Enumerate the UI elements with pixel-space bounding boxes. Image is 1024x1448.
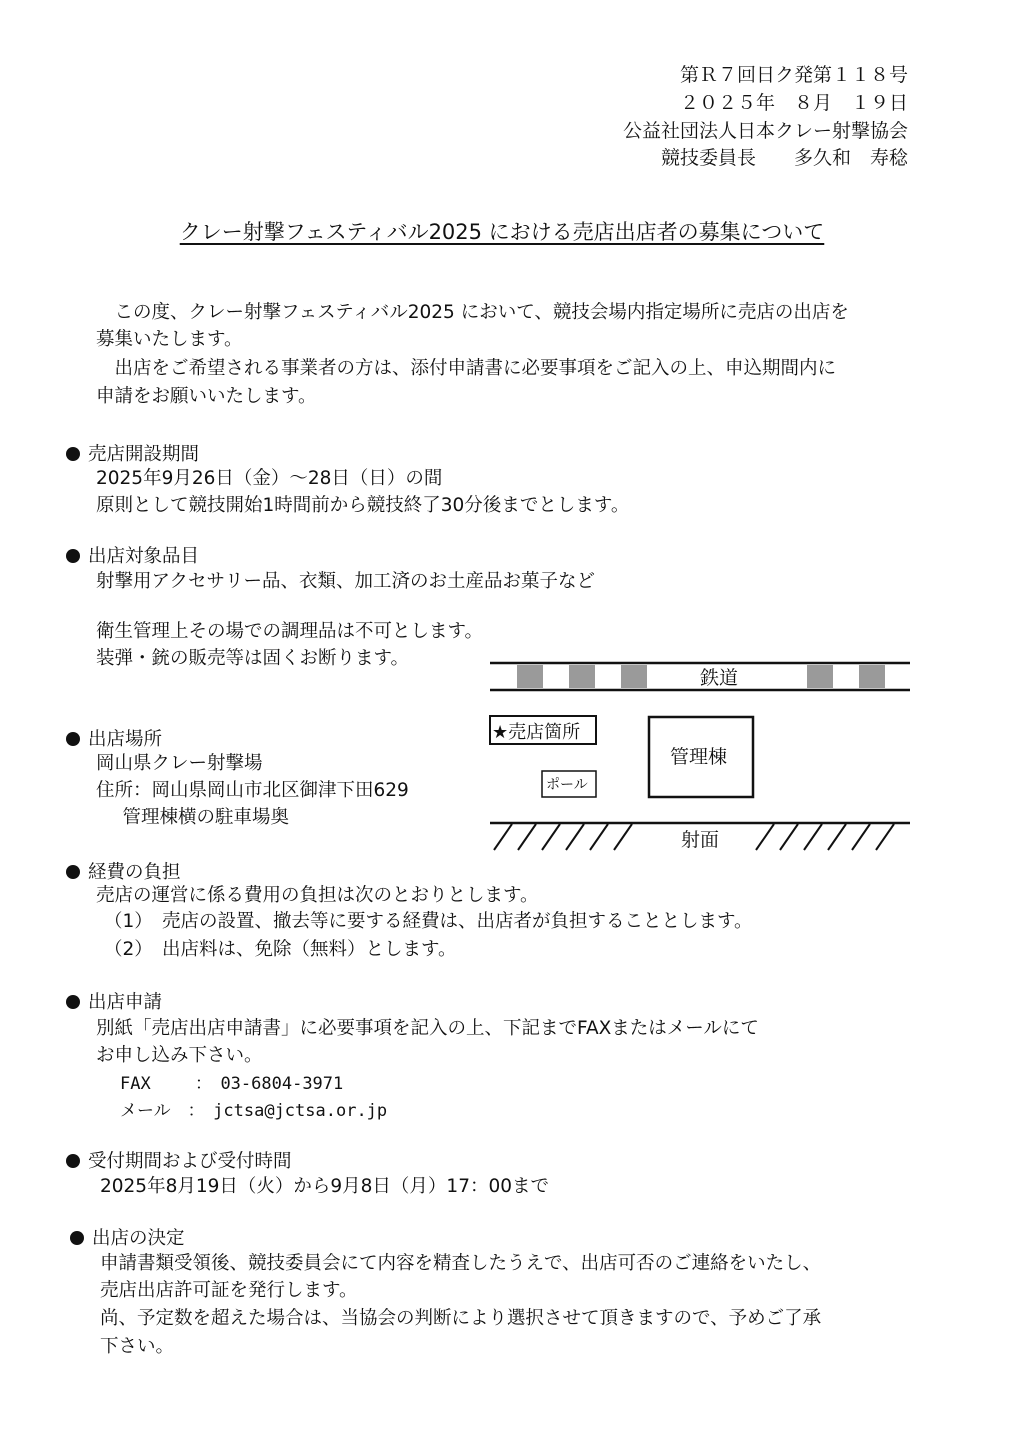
bullet-icon — [66, 865, 80, 879]
organization: 公益社団法人日本クレー射撃協会 — [622, 120, 908, 142]
location-line: 岡山県クレー射撃場 — [96, 753, 263, 774]
fax-number: FAX ： 03-6804-3971 — [120, 1074, 344, 1094]
section-heading-reception — [66, 1147, 292, 1173]
admin-building-label: 管理棟 — [670, 746, 728, 768]
bullet-icon — [66, 995, 80, 1009]
application-line: お申し込み下さい。 — [96, 1045, 263, 1066]
railway — [490, 663, 910, 690]
items-line: 射撃用アクセサリー品、衣類、加工済のお土産品お菓子など — [96, 571, 595, 592]
reception-line: 2025年8月19日（火）から9月8日（月）17：00まで — [100, 1176, 550, 1197]
heading-text: 売店開設期間 — [88, 444, 200, 465]
bullet-icon — [66, 549, 80, 563]
doc-number: 第Ｒ７回日ク発第１１８号 — [679, 64, 908, 86]
section-heading-location — [66, 725, 162, 751]
pole-label: ポール — [546, 777, 588, 793]
heading-text: 出店の決定 — [92, 1228, 185, 1249]
shop-location-label: ★売店箇所 — [492, 722, 581, 743]
cost-line: （2） 出店料は、免除（無料）とします。 — [104, 939, 457, 960]
intro-line: 募集いたします。 — [96, 329, 243, 350]
firing-line — [490, 823, 910, 851]
section-heading-items — [66, 542, 199, 568]
heading-text: 受付期間および受付時間 — [88, 1151, 292, 1172]
heading-text: 出店対象品目 — [88, 546, 200, 567]
signatory: 競技委員長 多久和 寿稔 — [660, 147, 908, 169]
firing-line-label: 射面 — [681, 829, 720, 851]
decision-line: 下さい。 — [100, 1336, 175, 1357]
bullet-icon — [66, 1154, 80, 1168]
intro-line: 申請をお願いいたします。 — [96, 386, 317, 407]
bullet-icon — [66, 732, 80, 746]
location-line: 管理棟横の駐車場奥 — [104, 807, 290, 828]
document-title: クレー射撃フェスティバル2025 における売店出店者の募集について — [179, 220, 825, 244]
intro-line: 出店をご希望される事業者の方は、添付申請書に必要事項をご記入の上、申込期間内に — [96, 358, 837, 379]
period-line: 原則として競技開始1時間前から競技終了30分後までとします。 — [96, 495, 630, 516]
railway-label: 鉄道 — [700, 667, 739, 689]
site-map — [480, 650, 920, 860]
cost-line: （1） 売店の設置、撤去等に要する経費は、出店者が負担することとします。 — [104, 911, 753, 932]
heading-text: 出店場所 — [88, 729, 163, 750]
decision-line: 申請書類受領後、競技委員会にて内容を精査したうえで、出店可否のご連絡をいたし、 — [100, 1253, 822, 1274]
items-line: 衛生管理上その場での調理品は不可とします。 — [96, 621, 484, 642]
location-line: 住所：岡山県岡山市北区御津下田629 — [96, 780, 409, 801]
period-line: 2025年9月26日（金）～28日（日）の間 — [96, 468, 443, 489]
cost-line: 売店の運営に係る費用の負担は次のとおりとします。 — [96, 885, 539, 906]
section-heading-application — [66, 988, 162, 1014]
email-address[interactable]: メール ： jctsa@jctsa.or.jp — [120, 1101, 388, 1121]
heading-text: 経費の負担 — [88, 862, 181, 883]
application-line: 別紙「売店出店申請書」に必要事項を記入の上、下記までFAXまたはメールにて — [96, 1018, 759, 1039]
section-heading-period — [66, 440, 199, 466]
section-heading-decision — [70, 1224, 185, 1250]
decision-line: 売店出店許可証を発行します。 — [100, 1280, 358, 1301]
bullet-icon — [70, 1231, 84, 1245]
decision-line: 尚、予定数を超えた場合は、当協会の判断により選択させて頂きますので、予めご了承 — [100, 1308, 822, 1329]
issue-date: ２０２５年 ８月 １９日 — [679, 92, 908, 114]
intro-line: この度、クレー射撃フェスティバル2025 において、競技会場内指定場所に売店の出店を — [96, 302, 849, 323]
bullet-icon — [66, 447, 80, 461]
items-line: 装弾・銃の販売等は固くお断ります。 — [96, 648, 410, 669]
heading-text: 出店申請 — [88, 992, 163, 1013]
